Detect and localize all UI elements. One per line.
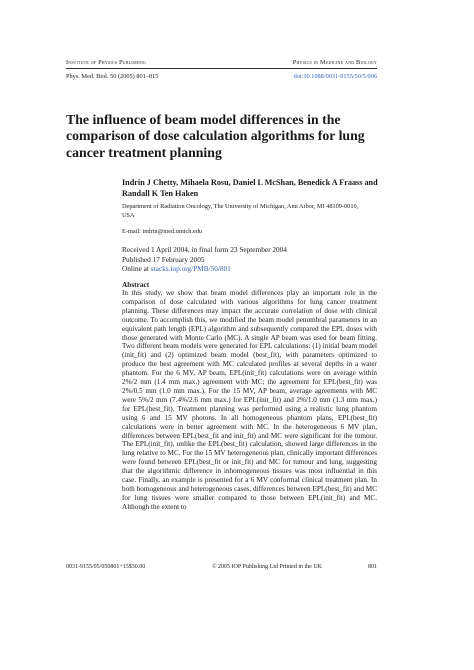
citation: Phys. Med. Biol. 50 (2005) 801–815	[66, 73, 159, 80]
published-date: Published 17 February 2005	[122, 254, 205, 264]
header-rule	[66, 68, 377, 69]
abstract-heading: Abstract	[122, 280, 150, 289]
issn-code: 0031-9155/05/050801+15$30.00	[66, 564, 146, 570]
online-prefix: Online at	[122, 264, 151, 274]
abstract-body: In this study, we show that beam model differences play an important role in the comparison of dose calculated with various algorithms for lung cancer treatment planning. These differences may impact the accurate correlation of dose with clinical outcome. To accomplish this, we modified the beam model penumbral parameters in an equivalent path length (EPL) algorithm and subsequently compared the EPL doses with those generated with Monte Carlo (MC). A single AP beam was used for beam fitting. Two different beam models were generated for EPL calculations: (1) initial beam model (init_fit) and (2) optimized beam model (best_fit), with parameters optimized to produce the best agreement with MC calculated profiles at several depths in a water phantom. For the 6 MV, AP beam, EPL(init_fit) calculations were on average within 2%/2 mm (1.4 mm max.) agreement with MC; the agreement for EPL(best_fit) was 2%/0.5 mm (1.0 mm max.). For the 15 MV, AP beam, average agreements with MC were 5%/2 mm (7.4%/2.6 mm max.) for EPL(init_fit) and 2%/1.0 mm (1.3 mm max.) for EPL(best_fit). Treatment planning was performed using a realistic lung phantom using 6 and 15 MV photons. In all homogeneous phantom plans, EPL(best_fit) calculations were in better agreement with MC. In the heterogeneous 6 MV plan, differences between EPL(best_fit and init_fit) and MC were significant for the tumour. The EPL(init_fit), unlike the EPL(best_fit) calculation, showed large differences in the lung relative to MC. For the 15 MV heterogeneous plan, clinically important differences were found between EPL(best_fit or init_fit) and MC for tumour and lung, suggesting that the algorithmic difference in inhomogeneous tissues was most influential in this case. Finally, an example is presented for a 6 MV conformal clinical treatment plan. In both homogeneous and heterogeneous cases, differences between EPL(best_fit) and MC for lung tissues were smaller compared to those between EPL(init_fit) and MC. Although the extent to	[122, 289, 377, 511]
article-title: The influence of beam model differences in the comparison of dose calculation algorithms for lung cancer treatment planning	[66, 112, 365, 160]
author-list: Indrin J Chetty, Mihaela Rosu, Daniel L McShan, Benedick A Fraass and Randall K Ten Haken	[122, 178, 378, 198]
page-number: 801	[368, 564, 377, 570]
author-email[interactable]: E-mail: indrin@med.umich.edu	[122, 228, 203, 235]
publisher-name: Institute of Physics Publishing	[66, 59, 147, 66]
publication-dates	[122, 245, 372, 274]
copyright-notice: © 2005 IOP Publishing Ltd Printed in the UK	[212, 564, 323, 570]
online-line	[122, 264, 372, 274]
doi-link[interactable]: doi:10.1088/0031-9155/50/5/006	[293, 73, 377, 80]
online-link[interactable]: stacks.iop.org/PMB/50/801	[150, 264, 231, 274]
journal-name: Physics in Medicine and Biology	[292, 59, 377, 66]
received-date: Received 1 April 2004, in final form 23 September 2004	[122, 245, 287, 254]
affiliation: Department of Radiation Oncology, The University of Michigan, Ann Arbor, MI 48109-0010, USA	[122, 203, 359, 219]
